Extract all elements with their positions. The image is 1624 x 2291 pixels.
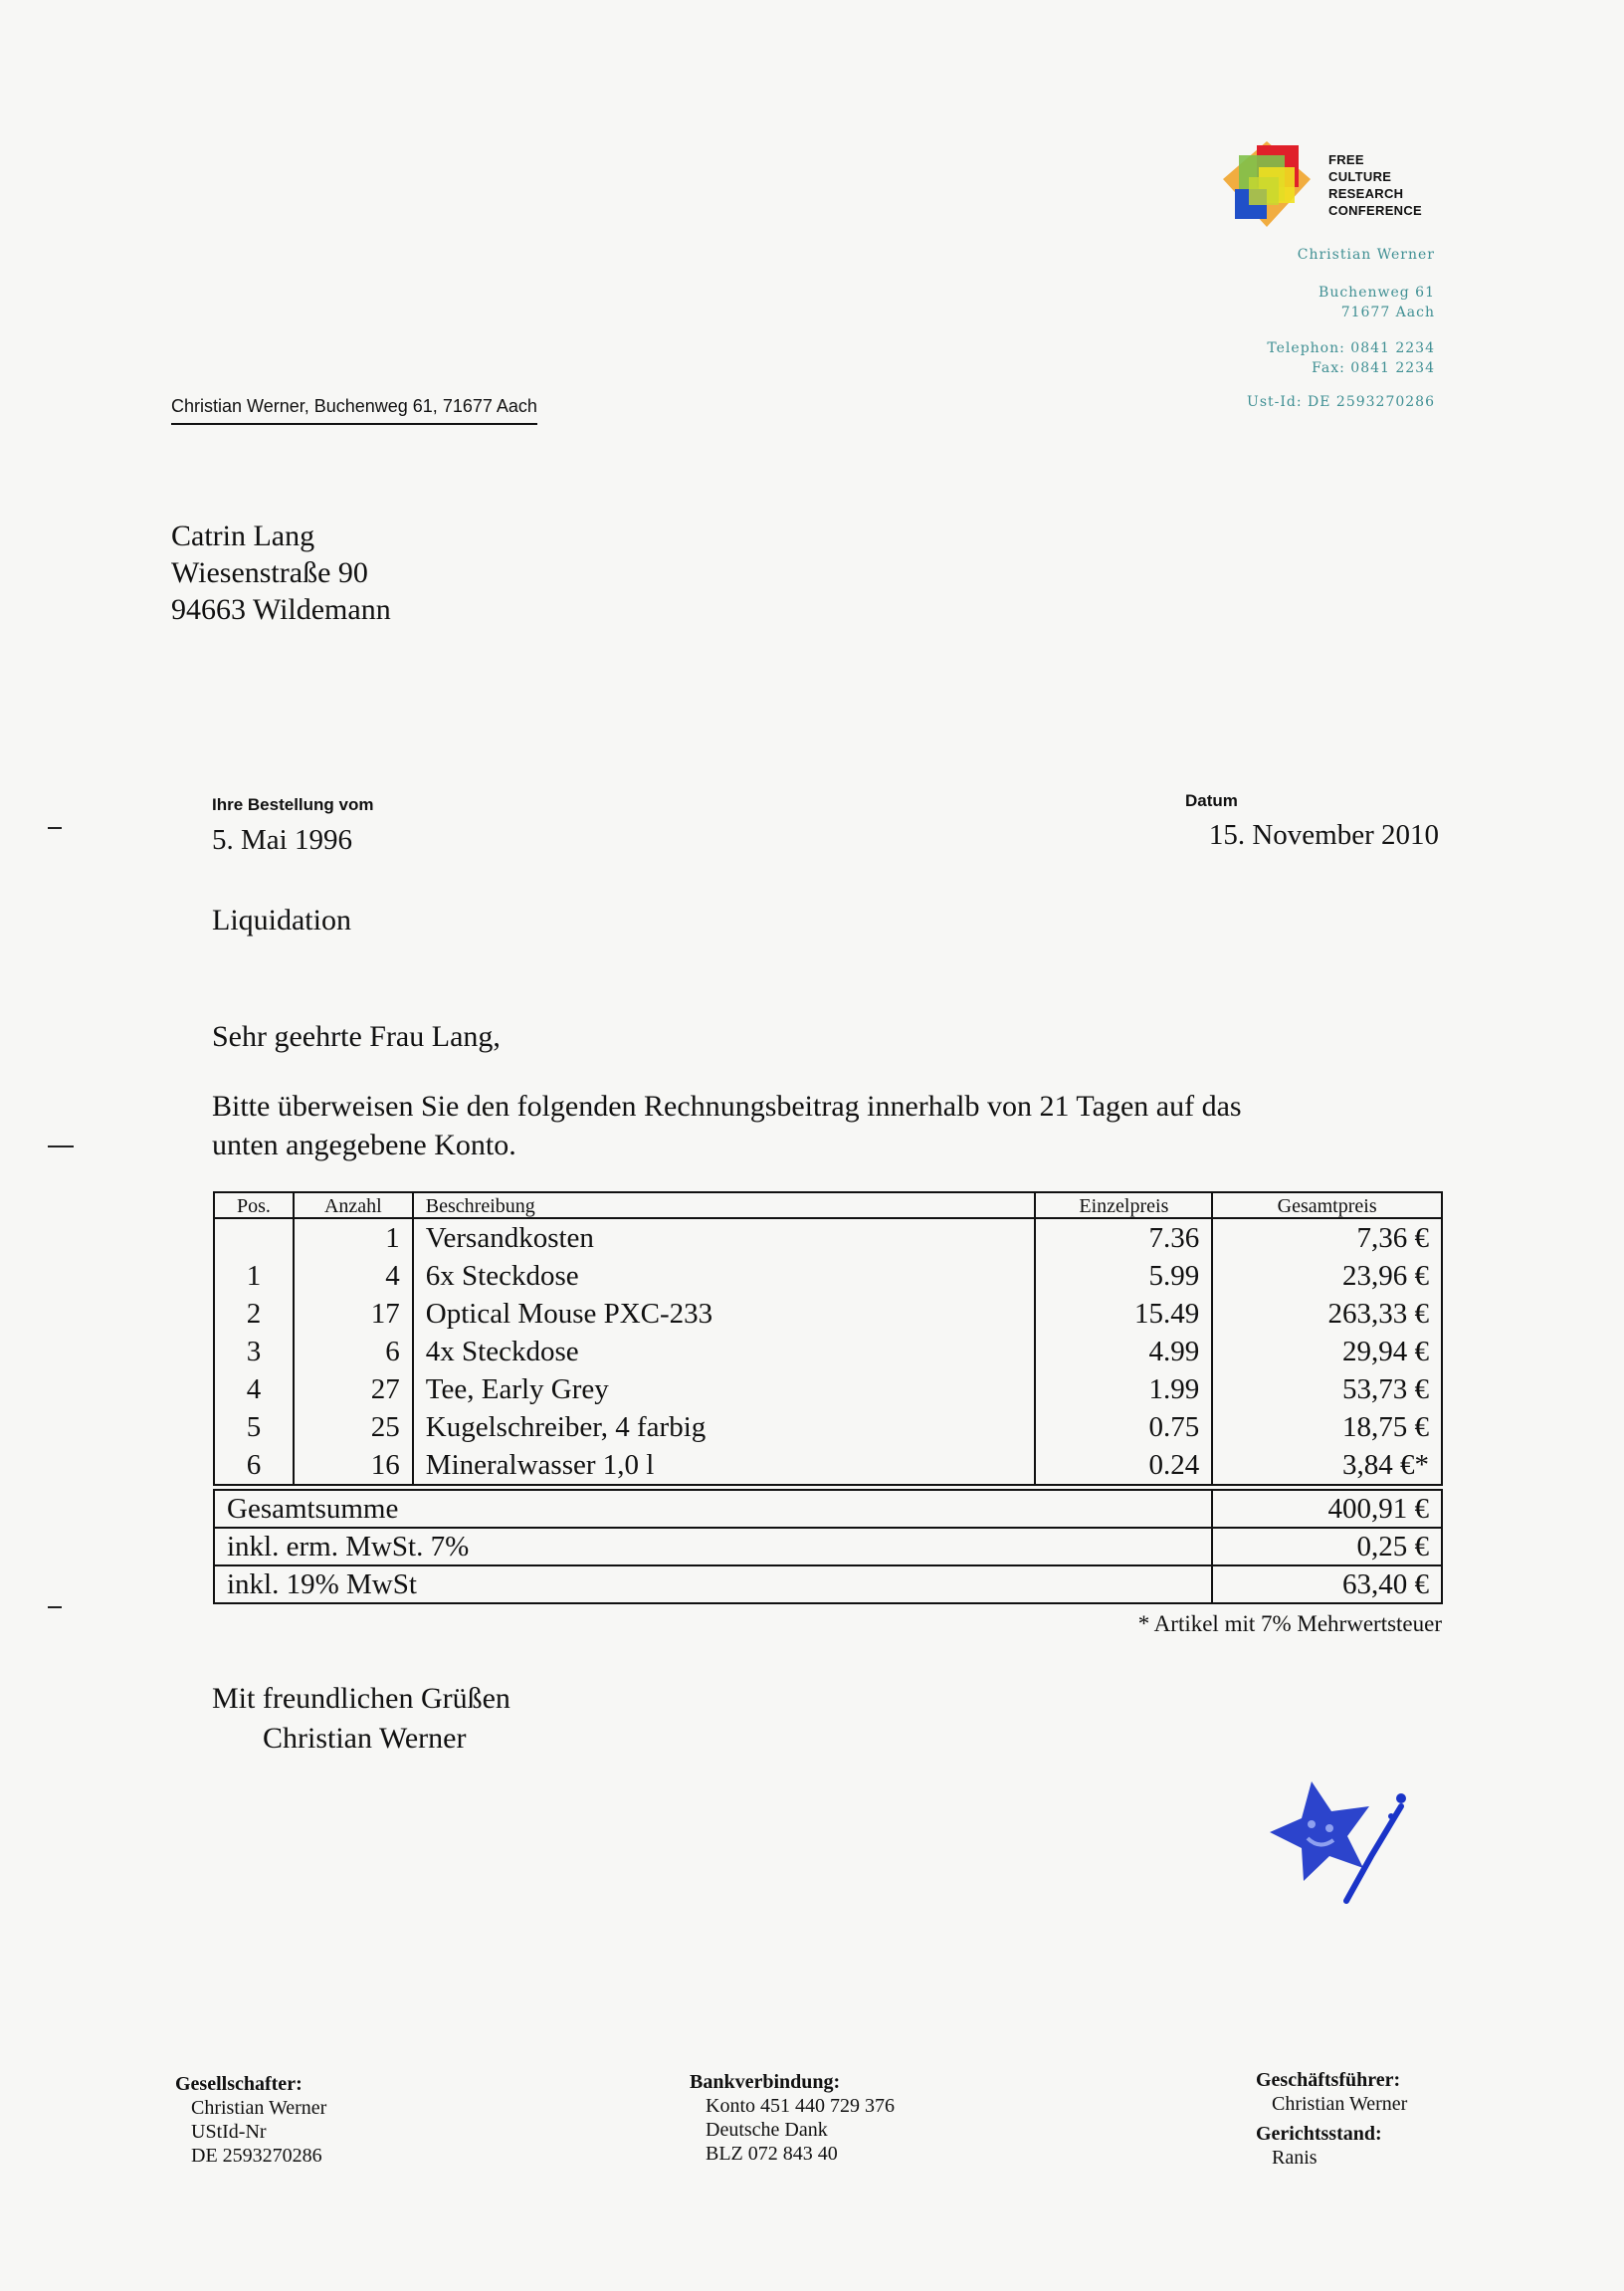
header-qty: Anzahl [294, 1192, 413, 1218]
vat19-value: 63,40 € [1212, 1565, 1442, 1603]
footer-management: Geschäftsführer: Christian Werner Gerichtsstand: Ranis [1256, 2069, 1408, 2169]
closing: Mit freundlichen Grüßen [212, 1682, 510, 1715]
total-row [214, 1490, 1442, 1528]
total-label: Gesamtsumme [214, 1490, 1212, 1528]
date-label: Datum [1185, 791, 1238, 810]
total-value: 400,91 € [1212, 1490, 1442, 1528]
fold-mark-top [48, 827, 62, 829]
invoice-items-table [213, 1191, 1443, 1486]
vat19-row [214, 1565, 1442, 1603]
footer-bank: Bankverbindung: Konto 451 440 729 376 Deutsche Dank BLZ 072 843 40 [690, 2071, 895, 2165]
logo-wordmark: FREE CULTURE RESEARCH CONFERENCE [1328, 152, 1423, 218]
vat19-label: inkl. 19% MwSt [214, 1565, 1212, 1603]
table-row: 1 4 6x Steckdose 5.99 23,96 € [214, 1257, 1442, 1295]
recipient-name: Catrin Lang [171, 520, 315, 552]
body-text: Bitte überweisen Sie den folgenden Rechnungsbeitrag innerhalb von 21 Tagen auf das unten angegebene Konto. [212, 1090, 1242, 1161]
table-header-row [214, 1192, 1442, 1218]
return-address: Christian Werner, Buchenweg 61, 71677 Aach [171, 396, 537, 425]
vat7-row [214, 1528, 1442, 1565]
vat7-value: 0,25 € [1212, 1528, 1442, 1565]
table-row: 3 6 4x Steckdose 4.99 29,94 € [214, 1333, 1442, 1370]
order-date: 5. Mai 1996 [212, 824, 352, 856]
fold-mark-bottom [48, 1606, 62, 1608]
table-row: 4 27 Tee, Early Grey 1.99 53,73 € [214, 1370, 1442, 1408]
punch-mark [48, 1146, 74, 1147]
order-label: Ihre Bestellung vom [212, 795, 374, 814]
letterhead-address: Buchenweg 61 71677 Aach [1319, 285, 1435, 320]
header-pos: Pos. [214, 1192, 294, 1218]
header-unit-price: Einzelpreis [1035, 1192, 1212, 1218]
table-row: 5 25 Kugelschreiber, 4 farbig 0.75 18,75 € [214, 1408, 1442, 1446]
table-row: 1 Versandkosten 7.36 7,36 € [214, 1218, 1442, 1257]
vat-footnote: * Artikel mit 7% Mehrwertsteuer [1137, 1611, 1442, 1636]
header-total-price: Gesamtpreis [1212, 1192, 1442, 1218]
table-row: 2 17 Optical Mouse PXC-233 15.49 263,33 € [214, 1295, 1442, 1333]
footer-partner: Gesellschafter: Christian Werner UStId-Nr DE 2593270286 [175, 2073, 327, 2167]
recipient-city: 94663 Wildemann [171, 593, 391, 626]
signature-name: Christian Werner [263, 1722, 467, 1755]
recipient-address [171, 518, 391, 628]
salutation: Sehr geehrte Frau Lang, [212, 1020, 501, 1053]
table-row: 6 16 Mineralwasser 1,0 l 0.24 3,84 €* [214, 1446, 1442, 1485]
recipient-street: Wiesenstraße 90 [171, 556, 368, 589]
letter-date: 15. November 2010 [1208, 819, 1439, 851]
subject: Liquidation [212, 904, 351, 937]
letterhead-phone: Telephon: 0841 2234 Fax: 0841 2234 [1267, 340, 1435, 376]
header-description: Beschreibung [413, 1192, 1036, 1218]
letterhead-ustid: Ust-Id: DE 2593270286 [1247, 394, 1435, 410]
star-stamp [1252, 1776, 1436, 1926]
totals-table [213, 1489, 1443, 1604]
letterhead-name: Christian Werner [1297, 247, 1435, 263]
vat7-label: inkl. erm. MwSt. 7% [214, 1528, 1212, 1565]
